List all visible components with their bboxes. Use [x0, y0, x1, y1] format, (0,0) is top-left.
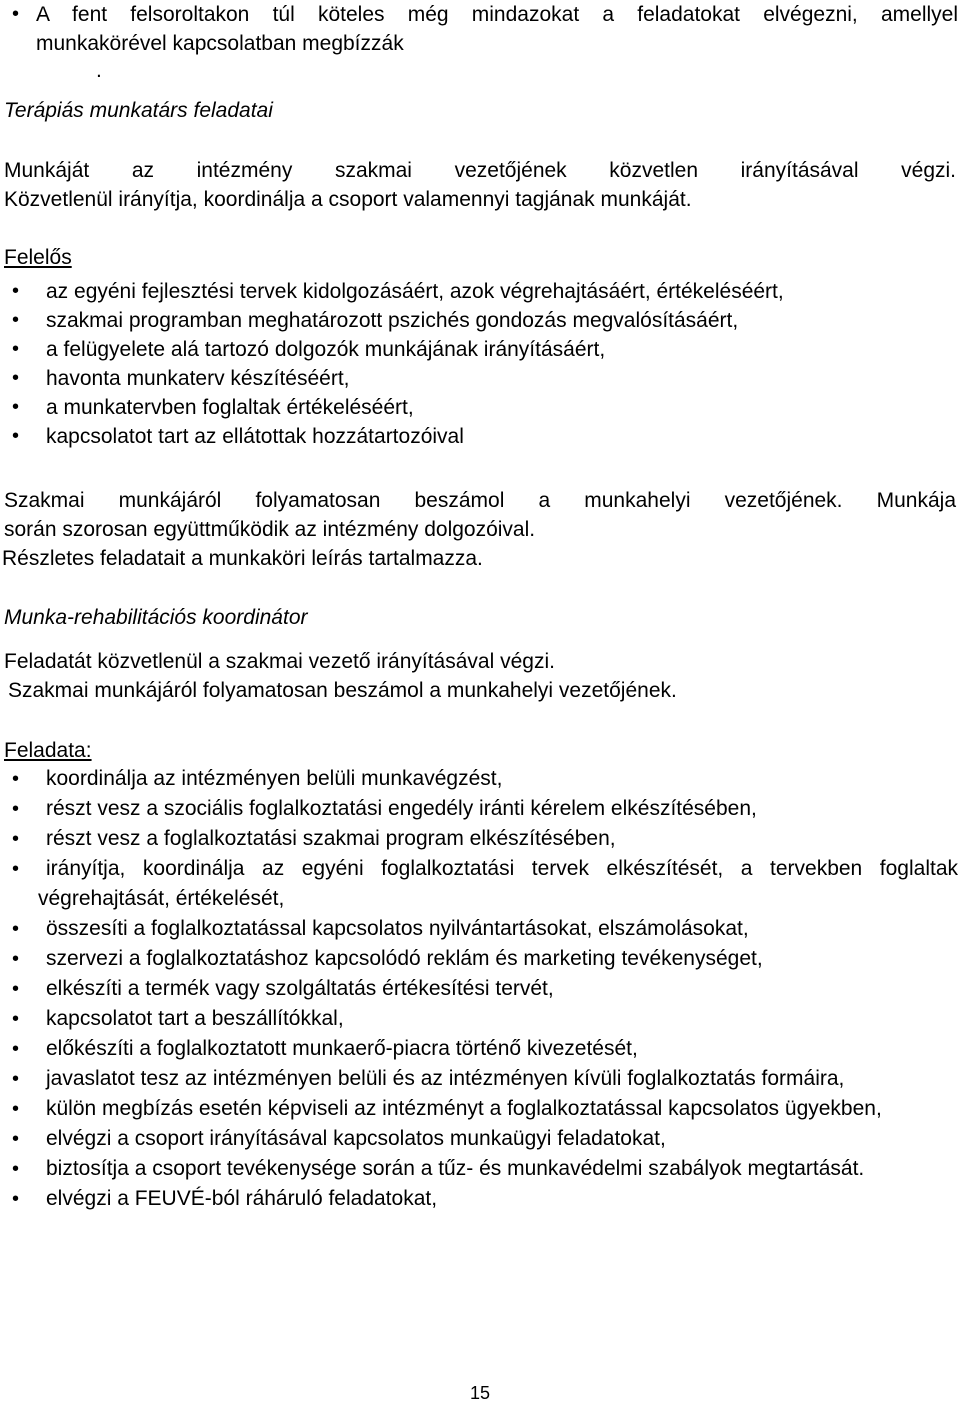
bullet-icon: •	[12, 280, 20, 302]
list-item	[0, 277, 960, 306]
bullet-icon: •	[12, 978, 20, 1000]
list-item	[0, 1064, 960, 1094]
list-item-line: A fent felsoroltakon túl köteles még mindazokat a feladatokat elvégezni, amellyel	[36, 3, 958, 26]
bullet-icon: •	[12, 1038, 20, 1060]
section-heading-rehab: Munka-rehabilitációs koordinátor	[4, 606, 308, 629]
tasks-label: Feladata:	[4, 739, 92, 762]
bullet-icon: •	[12, 338, 20, 360]
list-item	[0, 1154, 960, 1184]
bullet-icon: •	[12, 828, 20, 850]
bullet-icon: •	[12, 1098, 20, 1120]
list-item	[0, 1094, 960, 1124]
list-item	[0, 914, 960, 944]
list-item	[0, 335, 960, 364]
bullet-icon: •	[12, 768, 20, 790]
paragraph-line: Feladatát közvetlenül a szakmai vezető irányításával végzi.	[4, 650, 555, 673]
list-item	[0, 393, 960, 422]
bullet-icon: •	[12, 1128, 20, 1150]
bullet-icon: •	[12, 798, 20, 820]
list-item-text: elvégzi a FEUVÉ-ból ráháruló feladatokat,	[46, 1187, 438, 1210]
list-item-text: elvégzi a csoport irányításával kapcsolatos munkaügyi feladatokat,	[46, 1127, 666, 1150]
bullet-icon: •	[12, 425, 20, 447]
bullet-icon: •	[12, 858, 20, 880]
bullet-icon: •	[12, 396, 20, 418]
list-item	[0, 422, 960, 451]
bullet-icon: •	[12, 1188, 20, 1210]
bullet-icon: •	[12, 918, 20, 940]
bullet-icon: •	[12, 1158, 20, 1180]
list-item-text: javaslatot tesz az intézményen belüli és az intézményen kívüli foglalkoztatás formáira,	[46, 1067, 845, 1090]
list-item	[0, 764, 960, 794]
tasks-list	[0, 764, 960, 1214]
list-item-text: biztosítja a csoport tevékenysége során a tűz- és munkavédelmi szabályok megtartását.	[46, 1157, 865, 1180]
list-item-text: részt vesz a foglalkoztatási szakmai program elkészítésében,	[46, 827, 616, 850]
paragraph-line: Munkáját az intézmény szakmai vezetőjének közvetlen irányításával végzi.	[4, 159, 956, 182]
list-item	[0, 0, 960, 84]
bullet-icon: •	[12, 948, 20, 970]
paragraph-line: Közvetlenül irányítja, koordinálja a csoport valamennyi tagjának munkáját.	[4, 188, 692, 211]
continuation-list	[0, 0, 960, 84]
list-item-text: koordinálja az intézményen belüli munkavégzést,	[46, 767, 503, 790]
list-item	[0, 974, 960, 1004]
list-item-line: .	[96, 59, 102, 82]
list-item-text: a munkatervben foglaltak értékeléséért,	[46, 396, 414, 419]
paragraph-line: Szakmai munkájáról folyamatosan beszámol a munkahelyi vezetőjének.	[8, 679, 677, 702]
section-heading-therapy: Terápiás munkatárs feladatai	[4, 99, 273, 122]
bullet-icon: •	[12, 1068, 20, 1090]
list-item	[0, 794, 960, 824]
list-item	[0, 364, 960, 393]
bullet-icon: •	[12, 1008, 20, 1030]
responsibility-list	[0, 277, 960, 451]
list-item-line: munkakörével kapcsolatban megbízzák	[36, 32, 404, 55]
list-item	[0, 824, 960, 854]
list-item-text: szervezi a foglalkoztatáshoz kapcsolódó reklám és marketing tevékenységet,	[46, 947, 763, 970]
list-item-text: előkészíti a foglalkoztatott munkaerő-piacra történő kivezetését,	[46, 1037, 638, 1060]
list-item-text: szakmai programban meghatározott pszichés gondozás megvalósításáért,	[46, 309, 739, 332]
paragraph-line: Szakmai munkájáról folyamatosan beszámol a munkahelyi vezetőjének. Munkája	[4, 489, 956, 512]
responsible-label: Felelős	[4, 246, 72, 269]
list-item-text: az egyéni fejlesztési tervek kidolgozásáért, azok végrehajtásáért, értékeléséért,	[46, 280, 784, 303]
list-item-text: külön megbízás esetén képviseli az intézményt a foglalkoztatással kapcsolatos ügyekben,	[46, 1097, 882, 1120]
paragraph-line: során szorosan együttműködik az intézmény dolgozóival.	[4, 518, 536, 541]
list-item-text: összesíti a foglalkoztatással kapcsolatos nyilvántartásokat, elszámolásokat,	[46, 917, 749, 940]
list-item-text: irányítja, koordinálja az egyéni foglalkoztatási tervek elkészítését, a tervekben foglaltak végrehajtását, értékelését,	[38, 857, 958, 910]
list-item	[0, 306, 960, 335]
list-item-text: kapcsolatot tart az ellátottak hozzátartozóival	[46, 425, 464, 448]
list-item-text: kapcsolatot tart a beszállítókkal,	[46, 1007, 344, 1030]
list-item	[0, 1124, 960, 1154]
list-item-text: havonta munkaterv készítéséért,	[46, 367, 350, 390]
page-number: 15	[469, 1383, 491, 1403]
list-item	[0, 1184, 960, 1214]
list-item-text: a felügyelete alá tartozó dolgozók munkájának irányításáért,	[46, 338, 606, 361]
paragraph-line: Részletes feladatait a munkaköri leírás tartalmazza.	[2, 547, 483, 570]
list-item	[0, 1004, 960, 1034]
bullet-icon: •	[12, 367, 20, 389]
list-item	[0, 1034, 960, 1064]
list-item	[0, 854, 960, 914]
list-item	[0, 944, 960, 974]
bullet-icon: •	[12, 3, 20, 25]
list-item-text: elkészíti a termék vagy szolgáltatás értékesítési tervét,	[46, 977, 554, 1000]
list-item-text: részt vesz a szociális foglalkoztatási engedély iránti kérelem elkészítésében,	[46, 797, 757, 820]
bullet-icon: •	[12, 309, 20, 331]
